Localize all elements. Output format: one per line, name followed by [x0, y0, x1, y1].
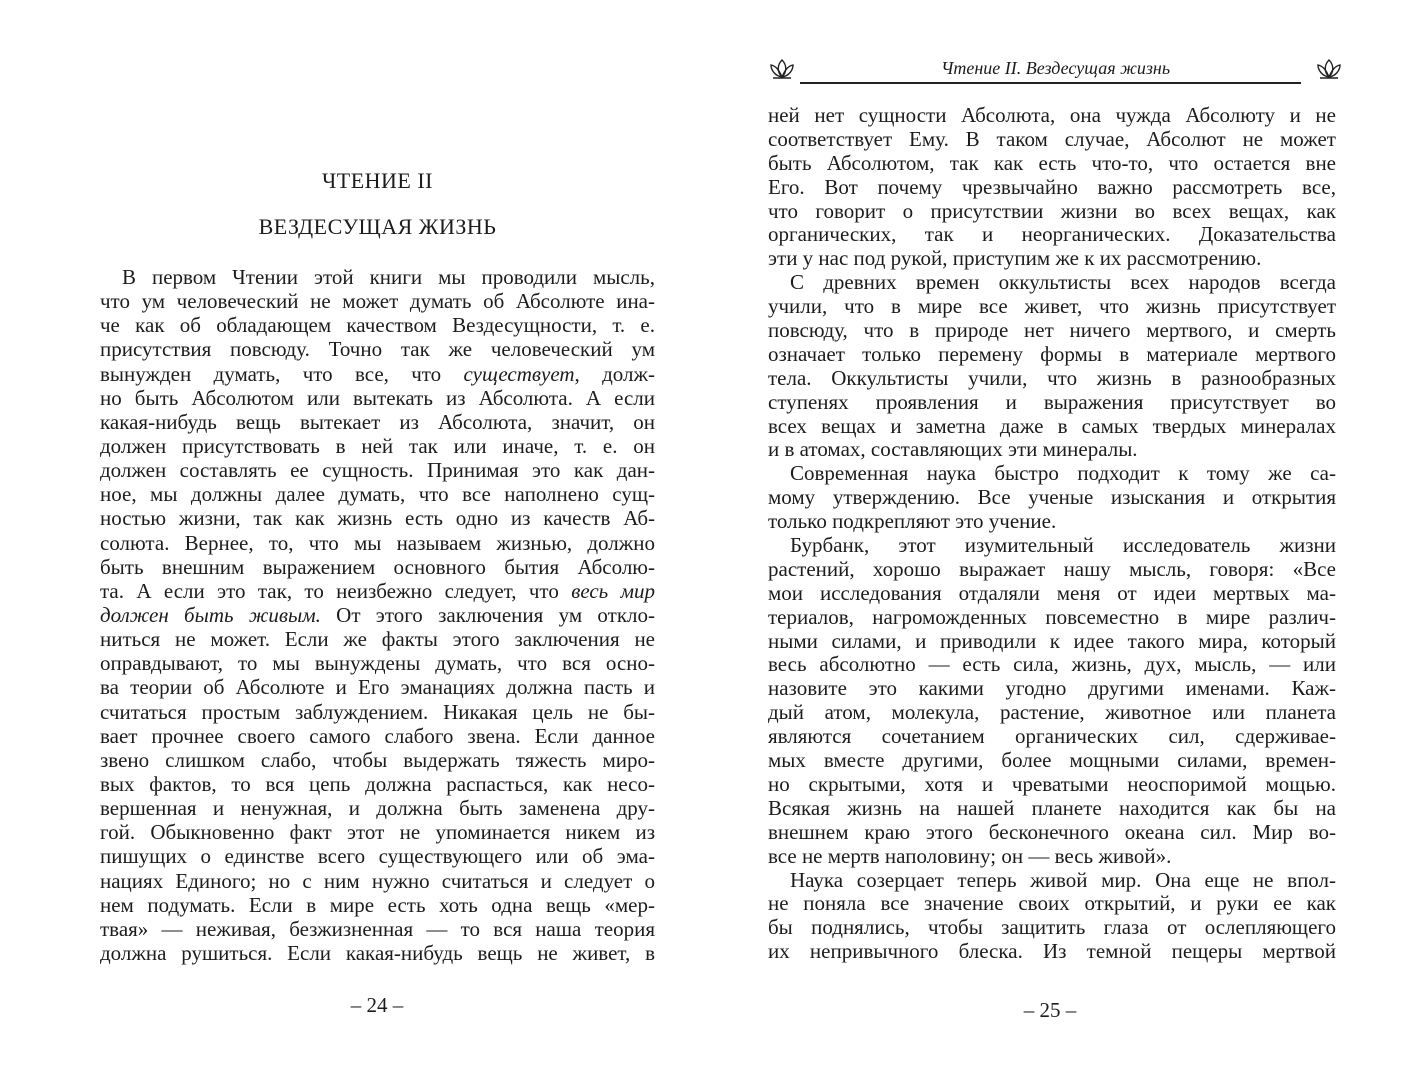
- text-line: [768, 271, 1336, 295]
- text-line: [768, 367, 1336, 391]
- text-line: [768, 773, 1336, 797]
- text-segment: растений, хорошо выражает нашу мысль, говоря: «Все: [768, 556, 1336, 581]
- text-segment: териалов, нагроможденных повсеместно в мире различ-: [768, 604, 1336, 629]
- text-segment: мых вместе другими, более мощными силами, времен-: [768, 748, 1336, 773]
- text-line: [100, 531, 655, 555]
- running-head: [768, 56, 1343, 88]
- text-line: [768, 152, 1336, 176]
- body-text: [768, 104, 1336, 964]
- text-line: [100, 434, 655, 458]
- text-line: [768, 391, 1336, 415]
- text-segment: ностью жизни, так как жизнь есть одно из качеств Аб-: [100, 506, 655, 531]
- text-segment: бы поднялись, чтобы защитить глаза от ослепляющего: [768, 915, 1336, 940]
- text-line: [100, 675, 655, 699]
- text-segment: считаться простым заблуждением. Никакая цель не бы-: [100, 699, 655, 724]
- text-segment: учили, что в мире все живет, что жизнь присутствует: [768, 294, 1336, 319]
- text-line: [768, 845, 1336, 869]
- text-line: [768, 725, 1336, 749]
- text-line: [768, 200, 1336, 224]
- text-segment: означает только перемену формы в материале мертвого: [768, 341, 1336, 366]
- text-line: [100, 893, 655, 917]
- text-segment: пишущих о единстве всего существующего или об эма-: [100, 844, 655, 869]
- text-segment: какая-нибудь вещь вытекает из Абсолюта, значит, он: [100, 409, 655, 434]
- text-segment: их непривычного блеска. Из темной пещеры мертвой: [768, 939, 1336, 964]
- text-segment: вых фактов, то вся цепь должна распасться, как несо-: [100, 771, 655, 796]
- body-text: [100, 265, 655, 965]
- text-segment: нациях Единого; но с ним нужно считаться и следует о: [100, 868, 655, 893]
- text-segment: ниться не может. Если же факты этого заключения не: [100, 627, 655, 652]
- text-line: [100, 796, 655, 820]
- text-segment: твая» — неживая, безжизненная — то вся наша теория: [100, 916, 655, 941]
- italic-text: весь мир: [571, 578, 655, 603]
- text-segment: вает прочнее своего самого слабого звена. Если данное: [100, 723, 655, 748]
- text-line: [768, 582, 1336, 606]
- text-segment: должен составлять ее сущность. Принимая это как дан-: [100, 458, 655, 483]
- text-line: [768, 247, 1336, 271]
- chapter-title: ВЕЗДЕСУЩАЯ ЖИЗНЬ: [258, 214, 497, 239]
- text-segment: внешнем краю этого бесконечного океана сил. Мир во-: [768, 819, 1336, 844]
- text-segment: та. А если это так, то неизбежно следует, что: [100, 578, 572, 603]
- text-segment: всех вещах и заметна даже в самых твердых минералах: [768, 413, 1336, 438]
- text-segment: гой. Обыкновенно факт этот не упоминается никем из: [100, 820, 655, 845]
- text-line: [100, 555, 655, 579]
- text-line: [100, 700, 655, 724]
- text-line: [100, 844, 655, 868]
- text-segment: ное, мы должны далее думать, что все наполнено сущ-: [100, 482, 655, 507]
- text-segment: повсюду, что в природе нет ничего мертвого, и смерть: [768, 318, 1336, 343]
- text-segment: что говорит о присутствии жизни во всех вещах, как: [768, 198, 1336, 223]
- text-line: [100, 724, 655, 748]
- text-segment: звено слишком слабо, чтобы выдержать тяжесть миро-: [100, 747, 655, 772]
- text-segment: должен присутствовать в ней так или иначе, т. е. он: [100, 433, 655, 458]
- text-segment: ней нет сущности Абсолюта, она чужда Абсолюту и не: [768, 103, 1336, 127]
- text-line: [100, 603, 655, 627]
- text-segment: должна рушиться. Если какая-нибудь вещь не живет, в: [100, 940, 655, 965]
- text-line: [768, 462, 1336, 486]
- text-line: [100, 820, 655, 844]
- text-segment: органических, так и неорганических. Доказательства: [768, 222, 1336, 247]
- text-segment: тела. Оккультисты учили, что жизнь в разнообразных: [768, 365, 1336, 390]
- text-segment: Бурбанк, этот изумительный исследователь жизни: [790, 533, 1336, 558]
- right-page: [700, 0, 1402, 1080]
- page-number: – 24 –: [350, 993, 404, 1017]
- text-line: [768, 701, 1336, 725]
- text-line: [768, 223, 1336, 247]
- text-segment: являются сочетанием органических сил, сдерживае-: [768, 724, 1336, 749]
- text-segment: что ум человеческий не может думать об Абсолюте ина-: [100, 289, 655, 314]
- text-line: [768, 606, 1336, 630]
- text-line: [768, 510, 1336, 534]
- text-segment: но быть Абсолютом или вытекать из Абсолюта. А если: [100, 385, 655, 410]
- page-number: – 25 –: [1023, 998, 1077, 1022]
- text-line: [100, 337, 655, 361]
- text-line: [768, 821, 1336, 845]
- text-segment: вершенная и ненужная, и должна быть заменена дру-: [100, 796, 655, 821]
- text-line: [768, 319, 1336, 343]
- text-segment: солюта. Вернее, то, что мы называем жизнью, должно: [100, 530, 655, 555]
- text-segment: вынужден думать, что все, что: [100, 361, 464, 386]
- text-line: [100, 458, 655, 482]
- chapter-label: ЧТЕНИЕ II: [321, 168, 434, 193]
- text-line: [768, 630, 1336, 654]
- text-segment: От этого заключения ум откло-: [320, 602, 655, 627]
- text-line: [100, 941, 655, 965]
- header-rule: [800, 82, 1301, 84]
- text-line: [768, 128, 1336, 152]
- text-segment: не поняла все значение своих открытий, и руки ее как: [768, 891, 1336, 916]
- lotus-icon: [1315, 58, 1343, 80]
- left-page: [0, 0, 700, 1080]
- text-line: [100, 289, 655, 313]
- text-segment: дый атом, молекула, растение, животное или планета: [768, 700, 1336, 725]
- text-line: [768, 486, 1336, 510]
- text-segment: мои исследования отдаляли меня от идеи мертвых ма-: [768, 580, 1336, 605]
- text-line: [100, 772, 655, 796]
- text-segment: и в атомах, составляющих эти минералы.: [768, 437, 1138, 462]
- text-line: [100, 869, 655, 893]
- text-segment: соответствует Ему. В таком случае, Абсолют не может: [768, 126, 1336, 151]
- text-line: [768, 653, 1336, 677]
- text-segment: оправдывают, то мы вынуждены думать, что вся осно-: [100, 651, 655, 676]
- text-line: [768, 534, 1336, 558]
- text-segment: весь абсолютно — есть сила, жизнь, дух, мысль, — или: [768, 652, 1336, 677]
- text-line: [100, 313, 655, 337]
- text-segment: В первом Чтении этой книги мы проводили мысль,: [122, 265, 655, 289]
- text-line: [100, 579, 655, 603]
- text-segment: но скрытыми, хотя и чреватыми неоспоримой мощью.: [768, 771, 1336, 796]
- text-segment: Всякая жизнь на нашей планете находится как бы на: [768, 795, 1336, 820]
- text-line: [100, 386, 655, 410]
- text-line: [100, 748, 655, 772]
- text-line: [100, 627, 655, 651]
- text-line: [768, 869, 1336, 893]
- text-line: [768, 677, 1336, 701]
- running-head-title: Чтение II. Вездесущая жизнь: [940, 58, 1171, 78]
- text-line: [768, 940, 1336, 964]
- text-line: [768, 892, 1336, 916]
- text-segment: , долж-: [574, 361, 655, 386]
- text-segment: че как об обладающем качеством Вездесущности, т. е.: [100, 313, 655, 338]
- italic-text: должен быть живым.: [100, 602, 321, 627]
- text-segment: мому утверждению. Все ученые изыскания и открытия: [768, 485, 1336, 510]
- text-segment: нем подумать. Если в мире есть хоть одна вещь «мер-: [100, 892, 655, 917]
- text-line: [768, 558, 1336, 582]
- text-segment: присутствия повсюду. Точно так же человеческий ум: [100, 337, 655, 362]
- text-line: [768, 916, 1336, 940]
- italic-text: существует: [463, 361, 575, 386]
- text-segment: все не мертв наполовину; он — весь живой».: [768, 843, 1172, 868]
- text-line: [100, 362, 655, 386]
- text-segment: эти у нас под рукой, приступим же к их рассмотрению.: [768, 246, 1262, 271]
- text-segment: назовите это какими угодно другими именами. Каж-: [768, 676, 1336, 701]
- text-line: [100, 651, 655, 675]
- text-segment: ва теории об Абсолюте и Его эманациях должна пасть и: [100, 675, 655, 700]
- text-segment: ступенях проявления и выражения присутствует во: [768, 389, 1336, 414]
- text-segment: быть внешним выражением основного бытия Абсолю-: [100, 554, 655, 579]
- text-line: [100, 917, 655, 941]
- text-line: [768, 749, 1336, 773]
- text-line: [768, 104, 1336, 128]
- text-line: [768, 415, 1336, 439]
- text-line: [768, 176, 1336, 200]
- text-line: [100, 482, 655, 506]
- text-segment: Современная наука быстро подходит к тому же са-: [790, 461, 1336, 486]
- text-line: [100, 410, 655, 434]
- text-line: [768, 797, 1336, 821]
- text-line: [768, 295, 1336, 319]
- text-segment: Наука созерцает теперь живой мир. Она еще не впол-: [790, 867, 1336, 892]
- text-segment: только подкрепляют это учение.: [768, 509, 1057, 534]
- text-segment: Его. Вот почему чрезвычайно важно рассмотреть все,: [768, 174, 1336, 199]
- text-line: [768, 343, 1336, 367]
- lotus-icon: [768, 58, 796, 80]
- text-segment: ными силами, и приводили к идее такого мира, который: [768, 628, 1336, 653]
- text-segment: быть Абсолютом, так как есть что-то, что остается вне: [768, 150, 1336, 175]
- text-line: [100, 265, 655, 289]
- text-line: [768, 438, 1336, 462]
- text-segment: С древних времен оккультисты всех народов всегда: [790, 270, 1336, 295]
- text-line: [100, 506, 655, 530]
